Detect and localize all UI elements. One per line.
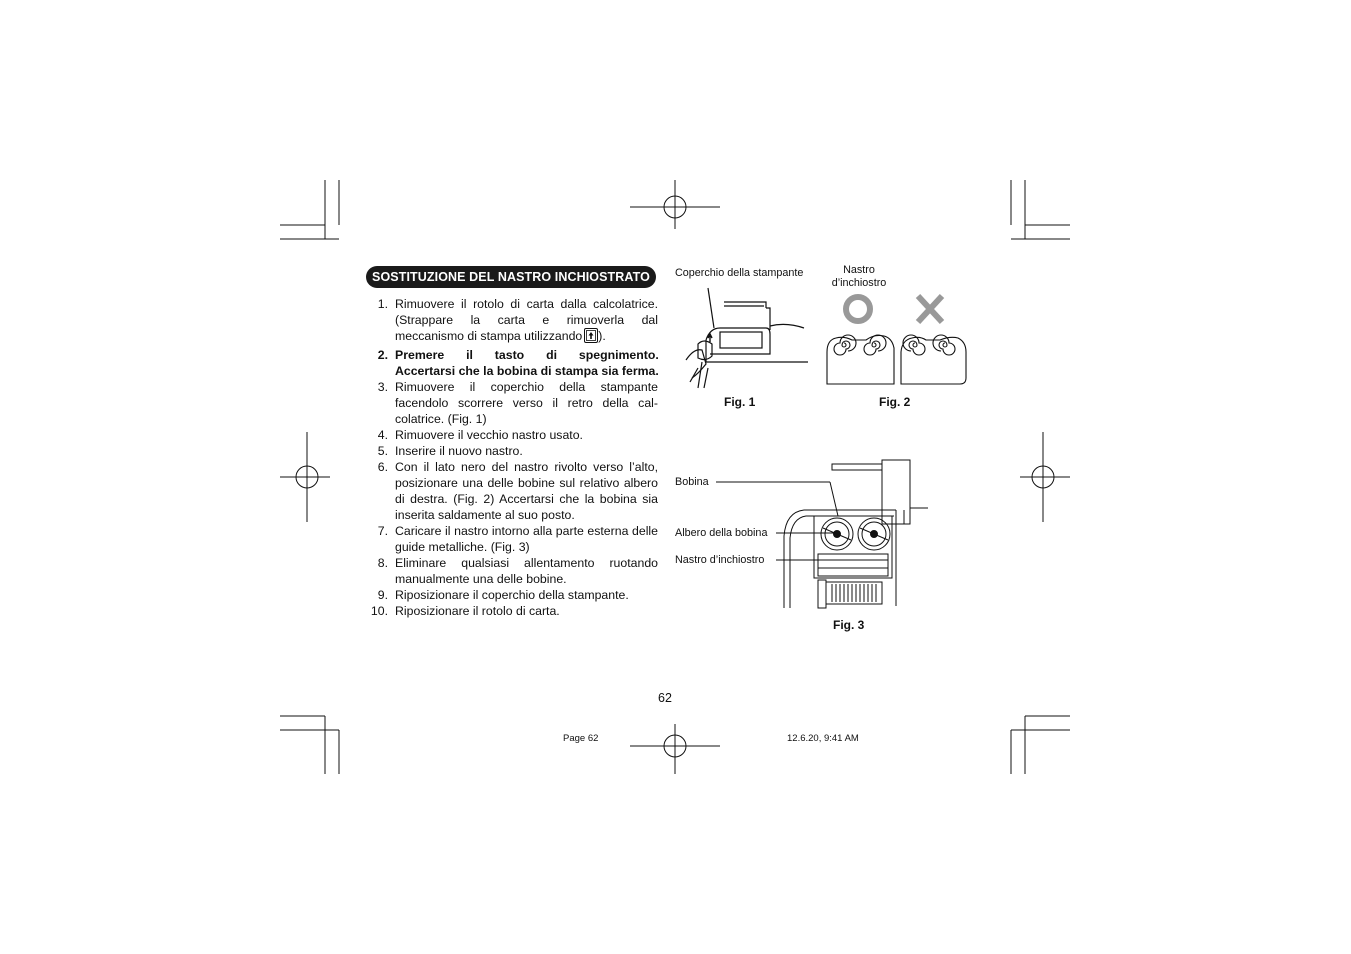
step-text (395, 427, 658, 443)
step-text (395, 459, 658, 523)
step-line: meccanismo di stampa utilizzando (395, 329, 583, 343)
step-line: Rimuovere il vecchio nastro usato. (395, 428, 583, 442)
section-header: SOSTITUZIONE DEL NASTRO INCHIOSTRATO (366, 266, 656, 288)
footer-timestamp: 12.6.20, 9:41 AM (787, 733, 859, 744)
step-number: 2. (377, 348, 388, 362)
registration-left (280, 432, 330, 522)
step-line: inserita saldamente al suo posto. (395, 508, 575, 522)
instruction-step (362, 443, 658, 459)
instruction-list (362, 296, 658, 619)
fig3-label-ribbon: Nastro d’inchiostro (675, 554, 765, 566)
step-number: 8. (377, 556, 388, 570)
step-line: manualmente una delle bobine. (395, 572, 567, 586)
instruction-step (362, 347, 658, 379)
page-number: 62 (658, 691, 672, 705)
instruction-step (362, 587, 658, 603)
step-text (395, 347, 659, 379)
step-line-suffix: ). (598, 329, 606, 343)
step-text (395, 379, 658, 427)
step-line: guide metalliche. (Fig. 3) (395, 540, 530, 554)
step-line: Con il lato nero del nastro rivolto verso l’alto, (395, 460, 658, 474)
registration-right (1020, 432, 1070, 522)
instruction-step (362, 459, 658, 523)
step-line: facendolo scorrere verso il retro della cal- (395, 396, 658, 410)
step-text (395, 443, 658, 459)
fig3-caption: Fig. 3 (833, 618, 865, 632)
step-text (395, 523, 658, 555)
step-number: 7. (377, 524, 388, 538)
step-number: 3. (377, 380, 388, 394)
fig2-label-line1: Nastro (843, 264, 875, 276)
instruction-step (362, 523, 658, 555)
step-line: (Strappare la carta e rimuoverla dal (395, 313, 658, 327)
fig2-illustration (822, 290, 972, 388)
step-text (395, 296, 658, 347)
step-number: 5. (377, 444, 388, 458)
fig1-label-cover: Coperchio della stampante (675, 267, 804, 279)
step-number: 10. (370, 604, 388, 618)
fig1-illustration (676, 282, 816, 392)
instruction-step (362, 296, 658, 347)
fig3-label-shaft: Albero della bobina (675, 527, 768, 539)
instruction-step (362, 427, 658, 443)
step-line: Inserire il nuovo nastro. (395, 444, 523, 458)
paper-feed-key-icon (584, 328, 598, 347)
step-line: Riposizionare il rotolo di carta. (395, 604, 560, 618)
registration-top (630, 180, 720, 229)
registration-bottom (630, 724, 720, 774)
circle-correct-icon (846, 297, 870, 321)
step-line: Rimuovere il coperchio della stampante (395, 380, 658, 394)
step-line: Rimuovere il rotolo di carta dalla calcolatrice. (395, 297, 658, 311)
fig3-label-spool: Bobina (675, 476, 709, 488)
step-line: colatrice. (Fig. 1) (395, 412, 487, 426)
step-number: 4. (377, 428, 388, 442)
step-number: 6. (377, 460, 388, 474)
footer-page: Page 62 (563, 733, 599, 744)
step-line: posizionare una delle bobine sul relativo albero (395, 476, 658, 490)
step-text (395, 555, 658, 587)
instruction-step (362, 603, 658, 619)
step-number: 1. (377, 297, 388, 311)
step-line: di destra. (Fig. 2) Accertarsi che la bobina sia (395, 492, 658, 506)
fig2-caption: Fig. 2 (879, 395, 911, 409)
step-text (395, 587, 658, 603)
step-line: Caricare il nastro intorno alla parte esterna delle (395, 524, 658, 538)
fig2-label-line2: d’inchiostro (831, 277, 887, 289)
cross-wrong-icon (918, 296, 942, 322)
step-line: Premere il tasto di spegnimento. (395, 348, 659, 362)
fig1-caption: Fig. 1 (724, 395, 756, 409)
fig3-illustration (714, 456, 930, 612)
instruction-step (362, 555, 658, 587)
step-line: Accertarsi che la bobina di stampa sia ferma. (395, 364, 659, 378)
step-line: Eliminare qualsiasi allentamento ruotando (395, 556, 658, 570)
step-text (395, 603, 658, 619)
step-number: 9. (377, 588, 388, 602)
step-line: Riposizionare il coperchio della stampante. (395, 588, 629, 602)
fig2-label-ribbon (820, 264, 898, 290)
instruction-step (362, 379, 658, 427)
